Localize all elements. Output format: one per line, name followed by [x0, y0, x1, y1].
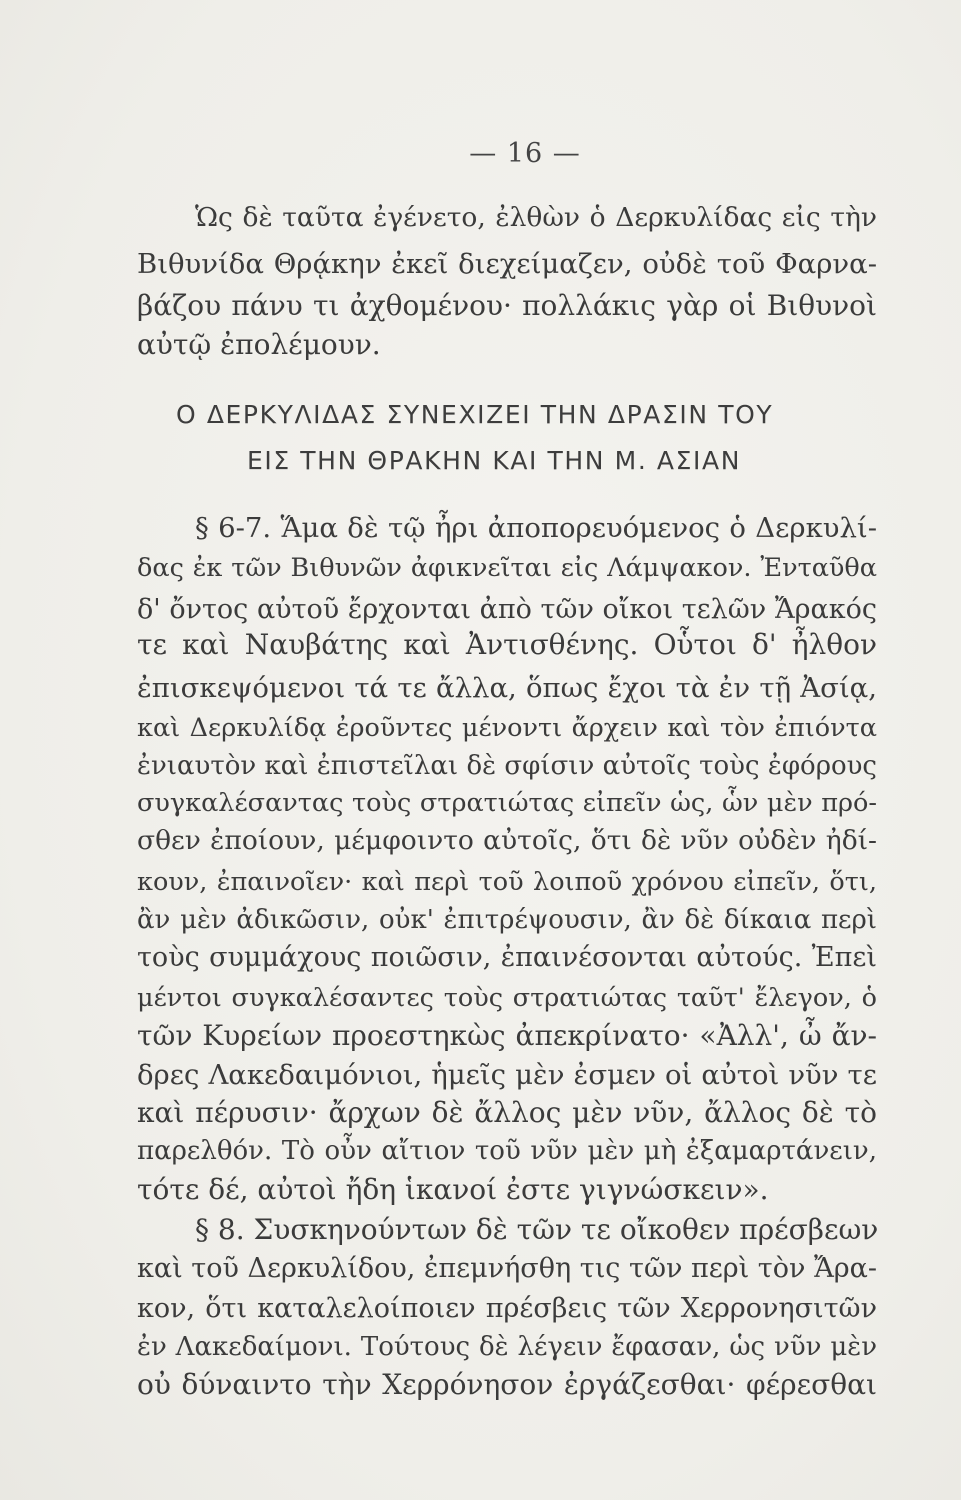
text-line: κουν, ἐπαινοῖεν· καὶ περὶ τοῦ λοιποῦ χρόνου εἰπεῖν, ὅτι,	[137, 867, 877, 897]
text-line: αὐτῷ ἐπολέμουν.	[137, 328, 381, 361]
text-line: Βιθυνίδα Θρᾴκην ἐκεῖ διεχείμαζεν, οὐδὲ τοῦ Φαρνα-	[137, 248, 877, 280]
text-line: ἐπισκεψόμενοι τά τε ἄλλα, ὅπως ἔχοι τὰ ἐν τῇ Ἀσίᾳ,	[137, 672, 877, 704]
text-line: καὶ Δερκυλίδᾳ ἐροῦντες μένοντι ἄρχειν καὶ τὸν ἐπιόντα	[137, 713, 877, 743]
text-line: ἐν Λακεδαίμονι. Τούτους δὲ λέγειν ἔφασαν, ὡς νῦν μὲν	[137, 1332, 877, 1362]
text-line: συγκαλέσαντας τοὺς στρατιώτας εἰπεῖν ὡς, ὧν μὲν πρό-	[137, 788, 877, 818]
text-line: δρες Λακεδαιμόνιοι, ἡμεῖς μὲν ἐσμεν οἱ αὐτοὶ νῦν τε	[137, 1059, 877, 1091]
text-line: μέντοι συγκαλέσαντες τοὺς στρατιώτας ταῦτ' ἔλεγον, ὁ	[137, 983, 877, 1013]
text-line: βάζου πάνυ τι ἀχθομένου· πολλάκις γὰρ οἱ Βιθυνοὶ	[137, 289, 877, 322]
text-line: δ' ὄντος αὐτοῦ ἔρχονται ἀπὸ τῶν οἴκοι τελῶν Ἄρακός	[137, 594, 877, 625]
text-line: οὐ δύναιντο τὴν Χερρόνησον ἐργάζεσθαι· φέρεσθαι	[137, 1368, 877, 1401]
text-line: δας ἐκ τῶν Βιθυνῶν ἀφικνεῖται εἰς Λάμψακον. Ἐνταῦθα	[137, 553, 877, 583]
text-line: ἂν μὲν ἀδικῶσιν, οὐκ' ἐπιτρέψουσιν, ἂν δὲ δίκαια περὶ	[137, 905, 877, 935]
text-line: τότε δέ, αὐτοὶ ἤδη ἱκανοί ἐστε γιγνώσκειν».	[137, 1173, 769, 1206]
text-line: καὶ πέρυσιν· ἄρχων δὲ ἄλλος μὲν νῦν, ἄλλος δὲ τὸ	[137, 1096, 877, 1129]
text-line: § 6-7. Ἅμα δὲ τῷ ἦρι ἀποπορευόμενος ὁ Δερκυλί-	[195, 512, 877, 544]
text-line: τε καὶ Ναυβάτης καὶ Ἀντισθένης. Οὗτοι δ' ἦλθον	[137, 628, 877, 661]
section-heading-line: ΕΙΣ ΤΗΝ ΘΡΑΚΗΝ ΚΑΙ ΤΗΝ Μ. ΑΣΙΑΝ	[247, 446, 741, 475]
section-heading-line: Ο ΔΕΡΚΥΛΙΔΑΣ ΣΥΝΕΧΙΖΕΙ ΤΗΝ ΔΡΑΣΙΝ ΤΟΥ	[176, 400, 774, 429]
text-line: § 8. Συσκηνούντων δὲ τῶν τε οἴκοθεν πρέσβεων	[195, 1213, 879, 1246]
text-line: κον, ὅτι καταλελοίποιεν πρέσβεις τῶν Χερρονησιτῶν	[137, 1293, 877, 1324]
text-line: τῶν Κυρείων προεστηκὼς ἀπεκρίνατο· «Ἀλλ', ὦ ἄν-	[137, 1019, 877, 1052]
text-line: τοὺς συμμάχους ποιῶσιν, ἐπαινέσονται αὐτούς. Ἐπεὶ	[137, 942, 877, 973]
text-line: ἐνιαυτὸν καὶ ἐπιστεῖλαι δὲ σφίσιν αὐτοῖς τοὺς ἐφόρους	[137, 751, 877, 781]
text-line: σθεν ἐποίουν, μέμφοιντο αὐτοῖς, ὅτι δὲ νῦν οὐδὲν ἠδί-	[137, 825, 877, 856]
text-line: καὶ τοῦ Δερκυλίδου, ἐπεμνήσθη τις τῶν περὶ τὸν Ἄρα-	[137, 1253, 877, 1284]
page-number: — 16 —	[469, 138, 581, 169]
text-line: Ὡς δὲ ταῦτα ἐγένετο, ἐλθὼν ὁ Δερκυλίδας εἰς τὴν	[195, 202, 877, 233]
text-line: παρελθόν. Τὸ οὖν αἴτιον τοῦ νῦν μὲν μὴ ἐξαμαρτάνειν,	[137, 1136, 877, 1166]
